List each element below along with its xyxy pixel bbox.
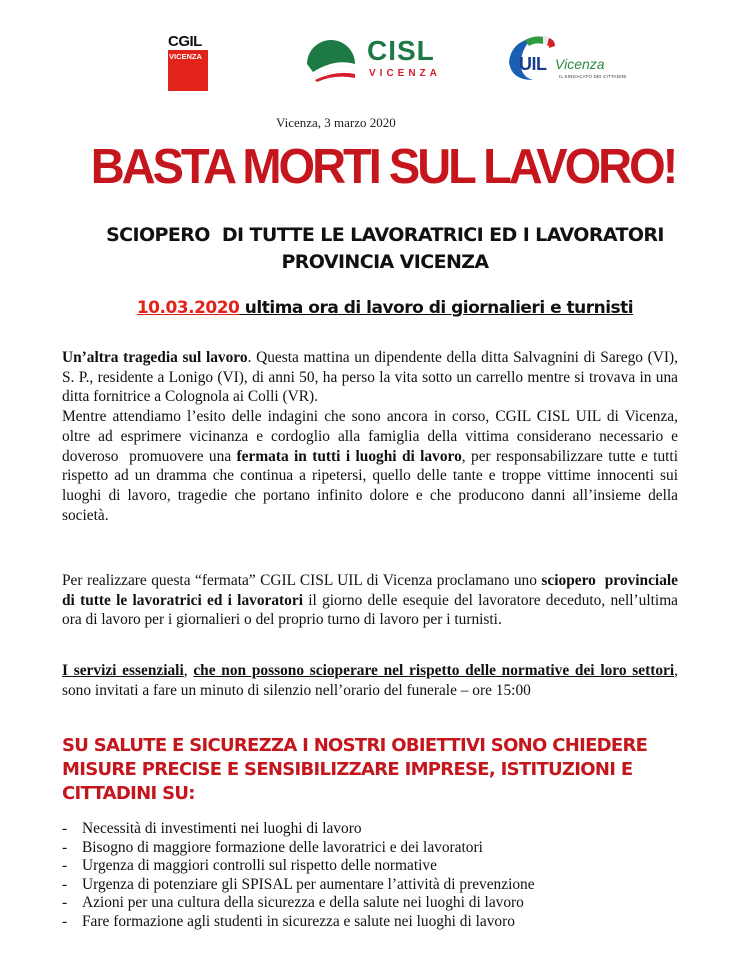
paragraph-1-bold-intro: Un’altra tragedia sul lavoro [62,349,248,366]
subtitle [40,222,730,276]
list-item [62,857,702,876]
paragraph-1-text-1: . Questa mattina un dipendente della ditta Salvagnini di Sarego (VI), S. P., residente a Lonigo (VI), di anni 50, ha perso la vita sotto un carrello mentre si trovava in una ditta fornitrice a Colognola ai Colli (VR). [62,349,678,406]
list-item [62,913,702,932]
paragraph-3-bold-2: che non possono scioperare nel rispetto delle normative dei loro settori [193,662,675,679]
uil-logo [505,32,625,87]
list-item-text: Fare formazione agli studenti in sicurezza e salute nei luoghi di lavoro [82,912,515,930]
paragraph-3-sep: , [183,662,194,679]
paragraph-2-bold: sciopero provinciale di tutte le lavoratrici ed i lavoratori [62,572,682,609]
strike-date-line [40,298,730,318]
subtitle-line-2: PROVINCIA VICENZA [281,251,489,273]
list-item-text: Azioni per una cultura della sicurezza e della salute nei luoghi di lavoro [82,894,524,911]
paragraph-3-text: , sono invitati a fare un minuto di silenzio nell’orario del funerale – ore 15:00 [62,662,679,699]
cgil-logo-name: CGIL [168,33,202,50]
uil-logo-name: UIL [519,54,547,74]
list-item-text: Necessità di investimenti nei luoghi di lavoro [82,820,362,837]
headline: BASTA MORTI SUL LAVORO! [90,137,676,194]
paragraph-1-bold-mid: fermata in tutti i luoghi di lavoro [236,447,462,465]
paragraph-3-bold-1: I servizi essenziali [62,662,184,679]
list-item-text: Urgenza di maggiori controlli sul rispetto delle normative [82,857,437,874]
list-item [62,876,702,895]
cisl-logo-city: VICENZA [369,68,441,79]
list-item [62,894,702,913]
strike-date: 10.03.2020 [136,298,240,318]
list-item [62,820,702,839]
date-line: Vicenza, 3 marzo 2020 [276,115,396,130]
subtitle-line-1: SCIOPERO DI TUTTE LE LAVORATRICI ED I LAVORATORI [106,224,664,246]
list-item-text: Urgenza di potenziare gli SPISAL per aumentare l’attività di prevenzione [82,875,535,893]
paragraph-1-text-3: , per responsabilizzare tutte e tutti rispetto ad un dramma che continua a ripetersi, quello delle tante e troppe vittime innocenti sui luoghi di lavoro, tragedie che portano infinito dolore e che producono danni all’insieme della società. [62,447,678,524]
objectives-heading: SU SALUTE E SICUREZZA I NOSTRI OBIETTIVI SONO CHIEDERE MISURE PRECISE E SENSIBILIZZARE IMPRESE, ISTITUZIONI E CITTADINI SU: [62,735,648,804]
list-marker: - [62,894,68,911]
list-marker: - [62,875,68,893]
cisl-logo [305,32,455,87]
paragraph-2 [62,571,682,630]
paragraph-3 [62,661,678,700]
list-marker: - [62,820,68,837]
list-item-text: Bisogno di maggiore formazione delle lavoratrici e dei lavoratori [82,838,483,856]
list-item [62,839,702,858]
paragraph-1-text-2: Mentre attendiamo l’esito delle indagini che sono ancora in corso, CGIL CISL UIL di Vicenza, oltre ad esprimere vicinanza e cordoglio alla famiglia della vittima considerano necessario e doveroso promuovere una [62,408,682,465]
objectives-list [62,820,702,931]
cgil-logo [168,34,208,91]
list-marker: - [62,838,68,856]
list-marker: - [62,857,68,874]
cisl-logo-name: CISL [367,35,435,66]
cgil-logo-city: VICENZA [168,50,208,91]
paragraph-2-text-1: Per realizzare questa “fermata” CGIL CISL UIL di Vicenza proclamano uno [62,572,542,589]
uil-logo-tagline: IL SINDACATO DEI CITTADINI [559,74,627,79]
paragraph-1 [62,348,682,525]
uil-logo-city: Vicenza [555,56,605,72]
paragraph-2-text-2: il giorno delle esequie del lavoratore deceduto, nell’ultima ora di lavoro per i giornalieri o del proprio turno di lavoro per i turnisti. [62,591,678,629]
list-marker: - [62,912,68,930]
strike-description: ultima ora di lavoro di giornalieri e turnisti [239,298,634,318]
cisl-emblem-icon [305,34,357,82]
